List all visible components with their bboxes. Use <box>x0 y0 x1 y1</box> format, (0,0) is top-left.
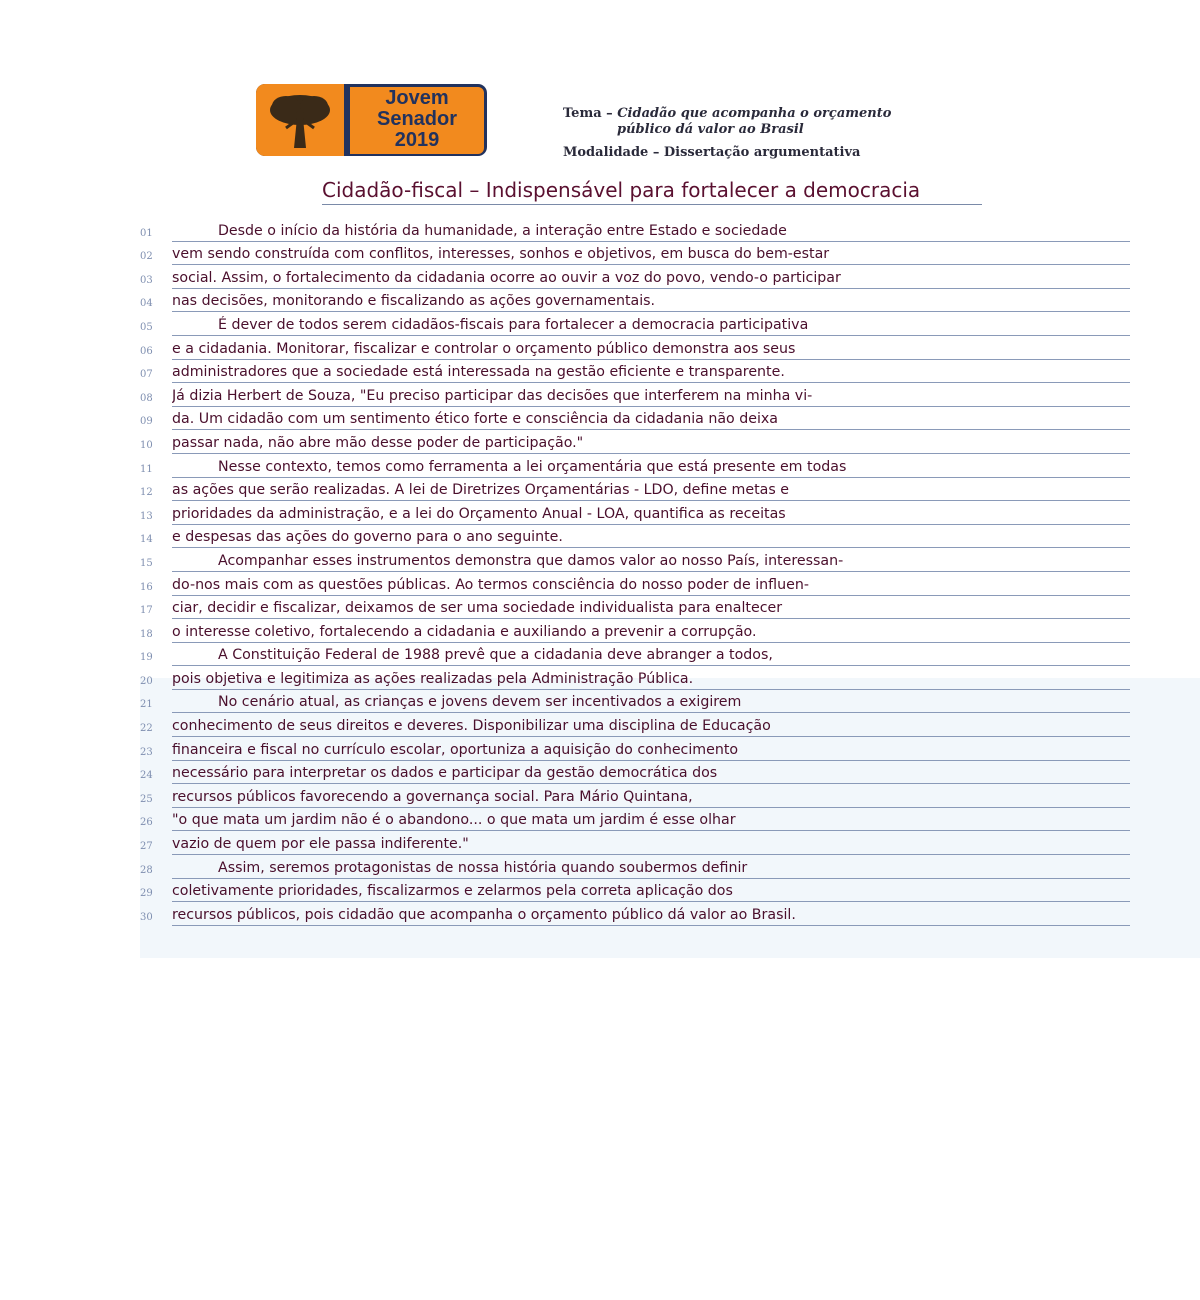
modalidade-value: Dissertação argumentativa <box>663 145 861 160</box>
line-number: 24 <box>140 770 153 782</box>
line-text: recursos públicos, pois cidadão que acompanha o orçamento público dá valor ao Brasil. <box>172 906 1130 926</box>
line-text: as ações que serão realizadas. A lei de Diretrizes Orçamentárias - LDO, define metas e <box>172 481 1130 501</box>
modalidade-label: Modalidade – <box>563 145 660 160</box>
line-text: da. Um cidadão com um sentimento ético forte e consciência da cidadania não deixa <box>172 410 1130 430</box>
line-text: social. Assim, o fortalecimento da cidadania ocorre ao ouvir a voz do povo, vendo-o participar <box>172 269 1130 289</box>
line-text: o interesse coletivo, fortalecendo a cidadania e auxiliando a prevenir a corrupção. <box>172 623 1130 643</box>
line-number: 01 <box>140 227 153 239</box>
essay-line <box>140 713 1130 737</box>
line-number: 28 <box>140 864 153 876</box>
line-number: 22 <box>140 723 153 735</box>
line-number: 08 <box>140 392 153 404</box>
line-text: Nesse contexto, temos como ferramenta a lei orçamentária que está presente em todas <box>172 458 1130 478</box>
line-number: 13 <box>140 510 153 522</box>
line-text: e despesas das ações do governo para o ano seguinte. <box>172 528 1130 548</box>
essay-line <box>140 619 1130 643</box>
essay-lines <box>140 218 1130 926</box>
line-text: "o que mata um jardim não é o abandono... o que mata um jardim é esse olhar <box>172 811 1130 831</box>
essay-line <box>140 572 1130 596</box>
essay-line <box>140 666 1130 690</box>
essay-line <box>140 407 1130 431</box>
essay-line <box>140 761 1130 785</box>
line-number: 26 <box>140 817 153 829</box>
essay-line <box>140 596 1130 620</box>
essay-line <box>140 242 1130 266</box>
line-text: do-nos mais com as questões públicas. Ao termos consciência do nosso poder de influen- <box>172 576 1130 596</box>
essay-line <box>140 312 1130 336</box>
line-text: vazio de quem por ele passa indiferente." <box>172 835 1130 855</box>
line-number: 02 <box>140 251 153 263</box>
line-number: 14 <box>140 534 153 546</box>
line-text: prioridades da administração, e a lei do Orçamento Anual - LOA, quantifica as receitas <box>172 505 1130 525</box>
line-text: É dever de todos serem cidadãos-fiscais para fortalecer a democracia participativa <box>172 316 1130 336</box>
line-text: No cenário atual, as crianças e jovens devem ser incentivados a exigirem <box>172 693 1130 713</box>
essay-line <box>140 383 1130 407</box>
tema-value-2: público dá valor ao Brasil <box>617 122 804 137</box>
essay-line <box>140 478 1130 502</box>
line-number: 29 <box>140 888 153 900</box>
essay-line <box>140 336 1130 360</box>
logo-text <box>350 87 484 154</box>
essay-line <box>140 454 1130 478</box>
logo-line-2: Senador <box>376 108 458 130</box>
tema-block <box>563 106 943 138</box>
line-number: 27 <box>140 841 153 853</box>
line-number: 17 <box>140 605 153 617</box>
line-number: 10 <box>140 439 153 451</box>
essay-line <box>140 265 1130 289</box>
line-number: 12 <box>140 487 153 499</box>
line-text: passar nada, não abre mão desse poder de participação." <box>172 434 1130 454</box>
line-text: ciar, decidir e fiscalizar, deixamos de ser uma sociedade individualista para enaltecer <box>172 599 1130 619</box>
line-text: financeira e fiscal no currículo escolar, oportuniza a aquisição do conhecimento <box>172 741 1130 761</box>
essay-line <box>140 808 1130 832</box>
essay-line <box>140 289 1130 313</box>
essay-line <box>140 902 1130 926</box>
line-number: 15 <box>140 557 153 569</box>
essay-line <box>140 737 1130 761</box>
line-number: 03 <box>140 274 153 286</box>
essay-line <box>140 525 1130 549</box>
line-text: Assim, seremos protagonistas de nossa história quando soubermos definir <box>172 859 1130 879</box>
essay-line <box>140 430 1130 454</box>
logo-line-3: 2019 <box>394 129 440 151</box>
line-number: 18 <box>140 628 153 640</box>
line-text: administradores que a sociedade está interessada na gestão eficiente e transparente. <box>172 363 1130 383</box>
line-text: Já dizia Herbert de Souza, "Eu preciso participar das decisões que interferem na minha vi- <box>172 387 1130 407</box>
essay-line <box>140 784 1130 808</box>
essay-line <box>140 360 1130 384</box>
logo-line-1: Jovem <box>385 87 449 109</box>
jovem-senador-logo <box>256 84 487 156</box>
line-text: conhecimento de seus direitos e deveres. Disponibilizar uma disciplina de Educação <box>172 717 1130 737</box>
line-number: 30 <box>140 911 153 923</box>
line-text: necessário para interpretar os dados e participar da gestão democrática dos <box>172 764 1130 784</box>
line-number: 05 <box>140 321 153 333</box>
line-text: coletivamente prioridades, fiscalizarmos e zelarmos pela correta aplicação dos <box>172 882 1130 902</box>
essay-line <box>140 831 1130 855</box>
essay-line <box>140 690 1130 714</box>
line-number: 20 <box>140 675 153 687</box>
essay-title: Cidadão-fiscal – Indispensável para fortalecer a democracia <box>322 178 982 205</box>
line-number: 21 <box>140 699 153 711</box>
essay-line <box>140 855 1130 879</box>
line-number: 16 <box>140 581 153 593</box>
line-number: 11 <box>140 463 153 475</box>
line-number: 09 <box>140 416 153 428</box>
line-number: 04 <box>140 298 153 310</box>
line-text: Acompanhar esses instrumentos demonstra que damos valor ao nosso País, interessan- <box>172 552 1130 572</box>
line-text: A Constituição Federal de 1988 prevê que a cidadania deve abranger a todos, <box>172 646 1130 666</box>
modalidade-block <box>563 145 860 160</box>
line-text: Desde o início da história da humanidade, a interação entre Estado e sociedade <box>172 222 1130 242</box>
line-text: recursos públicos favorecendo a governança social. Para Mário Quintana, <box>172 788 1130 808</box>
logo-tree-panel <box>256 84 344 156</box>
essay-line <box>140 218 1130 242</box>
tema-value-1: Cidadão que acompanha o orçamento <box>617 106 892 121</box>
line-number: 19 <box>140 652 153 664</box>
line-number: 25 <box>140 793 153 805</box>
tema-label: Tema – <box>563 106 613 121</box>
line-text: e a cidadania. Monitorar, fiscalizar e controlar o orçamento público demonstra aos seus <box>172 340 1130 360</box>
line-number: 23 <box>140 746 153 758</box>
essay-line <box>140 879 1130 903</box>
line-number: 07 <box>140 369 153 381</box>
essay-line <box>140 643 1130 667</box>
essay-line <box>140 548 1130 572</box>
line-number: 06 <box>140 345 153 357</box>
essay-line <box>140 501 1130 525</box>
line-text: vem sendo construída com conflitos, interesses, sonhos e objetivos, em busca do bem-estar <box>172 245 1130 265</box>
line-text: nas decisões, monitorando e fiscalizando as ações governamentais. <box>172 292 1130 312</box>
line-text: pois objetiva e legitimiza as ações realizadas pela Administração Pública. <box>172 670 1130 690</box>
tree-icon <box>264 88 336 152</box>
